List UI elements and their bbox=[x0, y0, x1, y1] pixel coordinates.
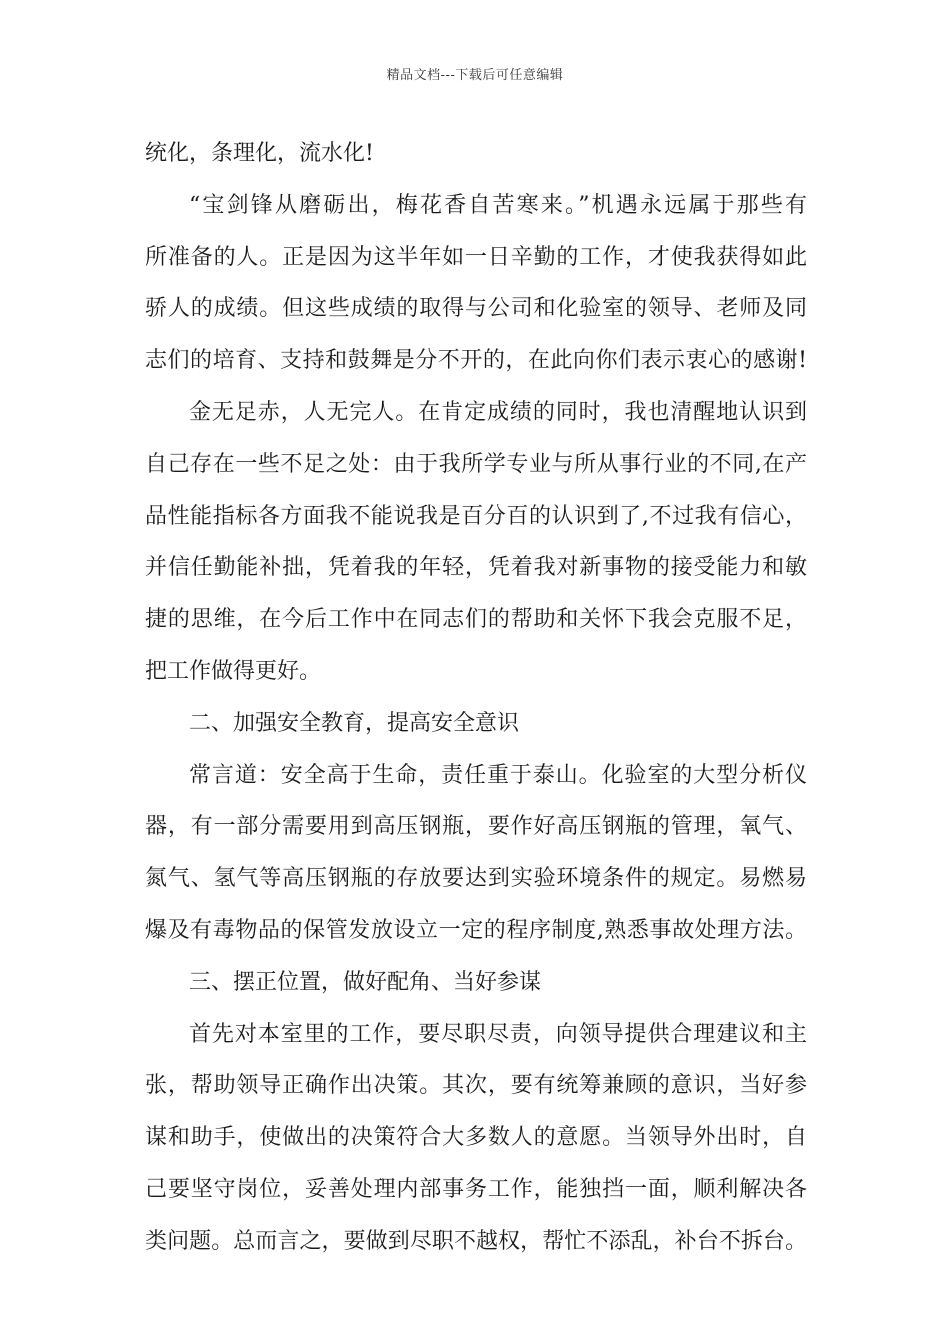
text-line: 张，帮助领导正确作出决策。其次，要有统筹兼顾的意识，当好参 bbox=[145, 1073, 807, 1099]
text-line: 捷的思维，在今后工作中在同志们的帮助和关怀下我会克服不足， bbox=[145, 607, 807, 633]
text-line: 器，有一部分需要用到高压钢瓶，要作好高压钢瓶的管理，氧气、 bbox=[145, 814, 807, 840]
text-line: 并信任勤能补拙，凭着我的年轻，凭着我对新事物的接受能力和敏 bbox=[145, 555, 807, 581]
page-header: 精品文档---下载后可任意编辑 bbox=[386, 68, 564, 83]
section-heading: 二、加强安全教育，提高安全意识 bbox=[189, 710, 520, 736]
text-line: 骄人的成绩。但这些成绩的取得与公司和化验室的领导、老师及同 bbox=[145, 296, 807, 322]
text-line: “宝剑锋从磨砺出，梅花香自苦寒来。”机遇永远属于那些有 bbox=[189, 192, 807, 218]
text-line: 谋和助手，使做出的决策符合大多数人的意愿。当领导外出时，自 bbox=[145, 1125, 807, 1151]
text-line: 首先对本室里的工作，要尽职尽责，向领导提供合理建议和主 bbox=[189, 1021, 807, 1047]
document-body bbox=[145, 128, 807, 1268]
text-line: 志们的培育、支持和鼓舞是分不开的，在此向你们表示衷心的感谢! bbox=[145, 348, 807, 374]
section-heading: 三、摆正位置，做好配角、当好参谋 bbox=[189, 969, 542, 995]
text-line: 把工作做得更好。 bbox=[145, 658, 322, 684]
text-line: 氮气、氢气等高压钢瓶的存放要达到实验环境条件的规定。易燃易 bbox=[145, 866, 807, 892]
text-line: 常言道：安全高于生命，责任重于泰山。化验室的大型分析仪 bbox=[189, 762, 807, 788]
text-line: 爆及有毒物品的保管发放设立一定的程序制度,熟悉事故处理方法。 bbox=[145, 917, 807, 943]
text-line: 类问题。总而言之，要做到尽职不越权，帮忙不添乱，补台不拆台。 bbox=[145, 1228, 807, 1254]
text-line: 己要坚守岗位，妥善处理内部事务工作，能独挡一面，顺利解决各 bbox=[145, 1176, 807, 1202]
text-line: 统化，条理化，流水化! bbox=[145, 141, 374, 166]
text-line: 品性能指标各方面我不能说我是百分百的认识到了,不过我有信心， bbox=[145, 503, 807, 529]
text-line: 金无足赤，人无完人。在肯定成绩的同时，我也清醒地认识到 bbox=[189, 399, 807, 425]
text-line: 所准备的人。正是因为这半年如一日辛勤的工作，才使我获得如此 bbox=[145, 244, 807, 270]
text-line: 自己存在一些不足之处：由于我所学专业与所从事行业的不同,在产 bbox=[145, 451, 807, 477]
